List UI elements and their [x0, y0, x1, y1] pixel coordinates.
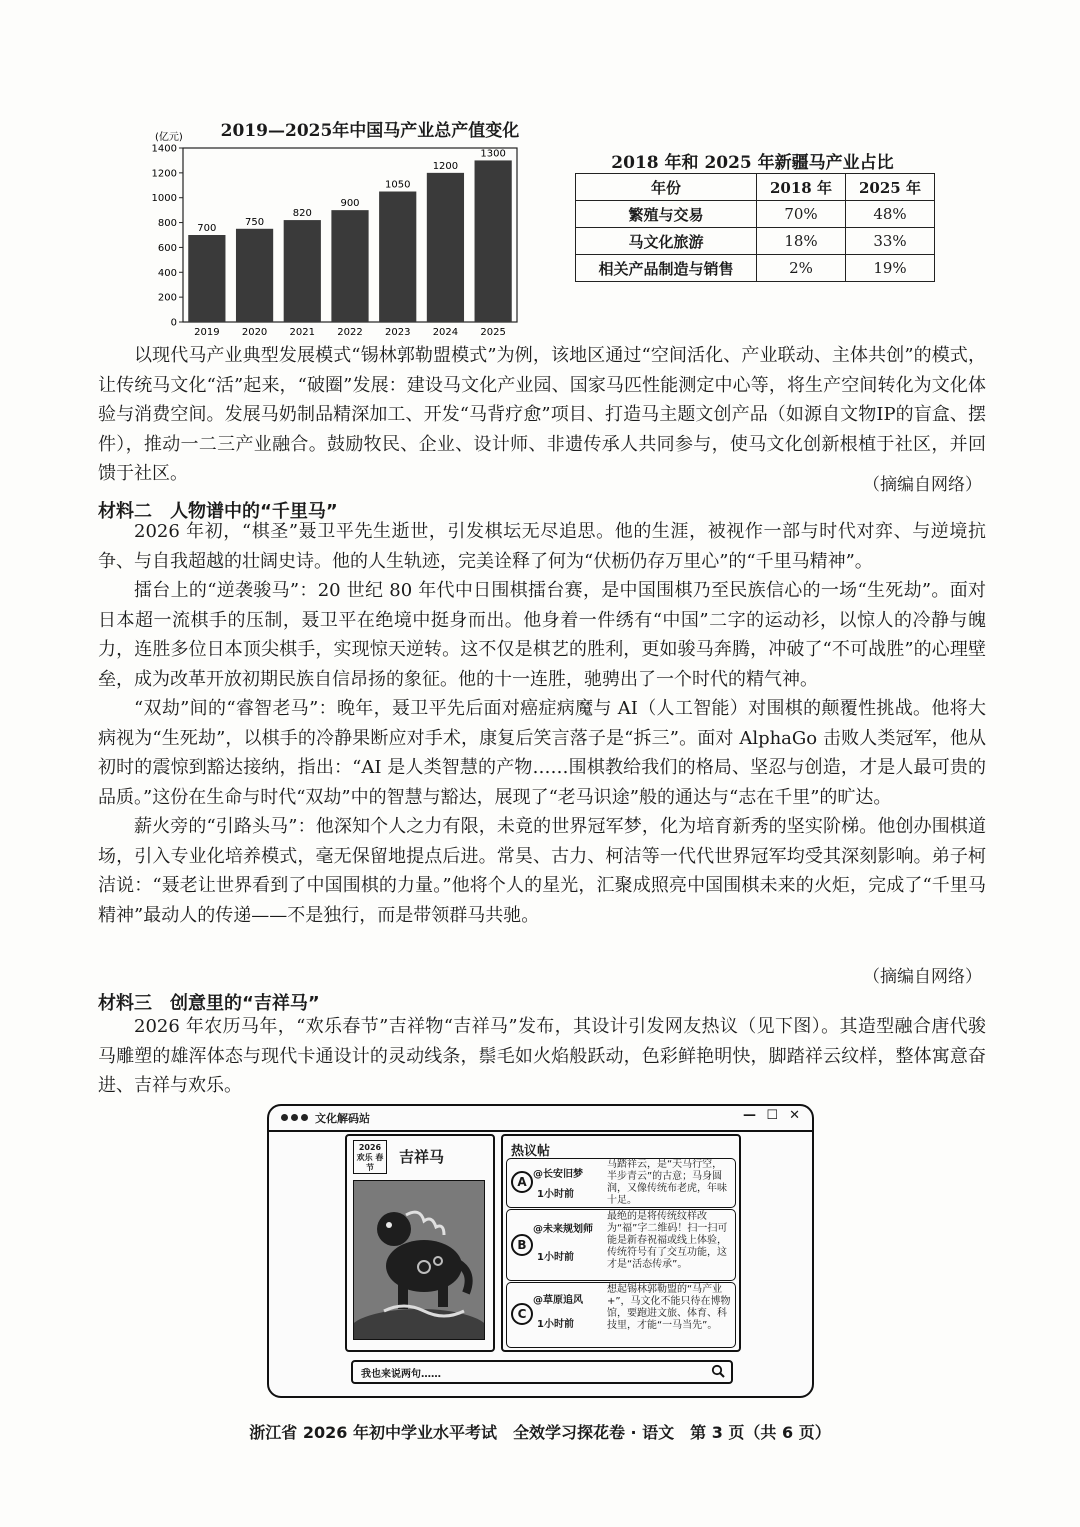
table-cell: 33% [846, 228, 935, 255]
chart-title: 2019—2025年中国马产业总产值变化 [220, 121, 520, 141]
bar-value-label: 1300 [480, 148, 506, 160]
comment-post [506, 1282, 736, 1348]
x-tick-label: 2025 [480, 327, 506, 338]
table-cell: 48% [846, 201, 935, 228]
y-tick-label: 0 [170, 317, 177, 329]
x-tick-label: 2023 [384, 327, 411, 338]
table-cell: 18% [757, 228, 846, 255]
comment-time: 1小时前 [537, 1252, 574, 1263]
bar [236, 229, 273, 322]
comment-post [506, 1209, 736, 1281]
table-cell: 马文化旅游 [576, 228, 757, 255]
bar [379, 192, 416, 323]
table-cell: 70% [757, 201, 846, 228]
paragraph: “双劫”间的“睿智老马”：晚年，聂卫平先后面对癌症病魔与 AI（人工智能）对围棋的颠覆性挑战。他将大病视为“生死劫”，以棋手的冷静果断应对手术，康复后笑言落子是“拆三”。面对 AlphaGo 击败人类冠军，他从初时的震惊到豁达接纳，指出：“AI 是人类智慧的产物……围棋教给我们的格局、坚忍与创造，才是人最可贵的品质。”这份在生命与时代“双劫”中的智慧与豁达，展现了“老马识途”般的通达与“志在千里”的旷达。 [98, 698, 986, 808]
x-tick-label: 2019 [194, 327, 220, 338]
material3-heading: 材料三 创意里的“吉祥马” [98, 993, 320, 1014]
window-dot [281, 1114, 288, 1121]
material2-body [98, 517, 986, 930]
bar-value-label: 750 [245, 216, 265, 228]
option-a-icon: A [511, 1171, 533, 1193]
close-icon[interactable]: ✕ [789, 1108, 800, 1123]
comment-text: 马踏祥云，是“天马行空，半步青云”的古意；马身圆润，又像传统布老虎，年味十足。 [607, 1159, 727, 1206]
material1-body [98, 341, 986, 489]
mascot-name: 吉祥马 [399, 1148, 445, 1166]
window-titlebar [269, 1106, 812, 1132]
maximize-icon[interactable]: ☐ [766, 1108, 778, 1123]
material3-body [98, 1012, 986, 1101]
bar-value-label: 820 [292, 208, 312, 220]
discussion-panel [501, 1134, 741, 1352]
mascot-panel [345, 1134, 495, 1352]
table-cell: 相关产品制造与销售 [576, 255, 757, 282]
comment-user: @草原追风 [533, 1295, 583, 1306]
minimize-icon[interactable]: — [743, 1108, 756, 1123]
table-cell: 2% [757, 255, 846, 282]
option-b-icon: B [511, 1234, 533, 1256]
bar [331, 210, 368, 322]
y-unit-label: (亿元) [155, 132, 183, 143]
y-tick-label: 400 [157, 267, 177, 279]
table-row [576, 228, 935, 255]
comment-text: 最绝的是将传统纹样改为“福”字二维码！扫一扫可能是新春祝福或线上体验，传统符号有了交互功能，这才是“活态传承”。 [607, 1211, 728, 1270]
table-cell: 19% [846, 255, 935, 282]
comment-user: @未来规划师 [533, 1224, 593, 1235]
material2-heading: 材料二 人物谱中的“千里马” [98, 501, 338, 522]
table-row [576, 201, 935, 228]
x-tick-label: 2022 [337, 327, 363, 338]
hot-topic-title: 热议帖 [511, 1144, 551, 1159]
page-footer: 浙江省 2026 年初中学业水平考试 全效学习探花卷 · 语文 第 3 页（共 6 页） [249, 1423, 831, 1442]
spring-festival-badge: 2026 欢乐 春节 [353, 1140, 387, 1174]
paragraph: 2026 年农历马年，“欢乐春节”吉祥物“吉祥马”发布，其设计引发网友热议（见下图）。其造型融合唐代骏马雕塑的雄浑体态与现代卡通设计的灵动线条，鬃毛如火焰般跃动，色彩鲜艳明快，脚踏祥云纹样，整体寓意奋进、吉祥与欢乐。 [98, 1016, 986, 1096]
bar-value-label: 700 [197, 223, 217, 234]
source-note: （摘编自网络） [863, 475, 982, 495]
table-row [576, 255, 935, 282]
y-tick-label: 1200 [151, 168, 177, 180]
paragraph: 擂台上的“逆袭骏马”：20 世纪 80 年代中日围棋擂台赛，是中国围棋乃至民族信心的一场“生死劫”。面对日本超一流棋手的压制，聂卫平在绝境中挺身而出。他身着一件绣有“中国”二字的运动衫，以惊人的冷静与魄力，连胜多位日本顶尖棋手，实现惊天逆转。这不仅是棋艺的胜利，更如骏马奔腾，冲破了“不可战胜”的心理壁垒，成为改革开放初期民族自信昂扬的象征。他的十一连胜，驰骋出了一个时代的精气神。 [98, 580, 986, 690]
bar-value-label: 1050 [384, 179, 411, 191]
paragraph: 2026 年初，“棋圣”聂卫平先生逝世，引发棋坛无尽追思。他的生涯，被视作一部与时代对弈、与逆境抗争、与自我超越的壮阔史诗。他的人生轨迹，完美诠释了何为“伏枥仍存万里心”的“千里马精神”。 [98, 521, 986, 572]
comment-user: @长安旧梦 [533, 1169, 583, 1180]
app-window [267, 1104, 814, 1398]
y-tick-label: 600 [157, 242, 177, 254]
y-tick-label: 200 [157, 292, 177, 304]
comment-input[interactable] [351, 1360, 733, 1384]
bar [427, 173, 464, 322]
table-title: 2018 年和 2025 年新疆马产业占比 [611, 153, 894, 173]
table-header-cell: 2025 年 [846, 174, 935, 201]
paragraph: 薪火旁的“引路头马”：他深知个人之力有限，未竟的世界冠军梦，化为培育新秀的坚实阶梯。他创办围棋道场，引入专业化培养模式，毫无保留地提点后进。常昊、古力、柯洁等一代代世界冠军均受其深刻影响。弟子柯洁说：“聂老让世界看到了中国围棋的力量。”他将个人的星光，汇聚成照亮中国围棋未来的火炬，完成了“千里马精神”最动人的传递——不是独行，而是带领群马共驰。 [98, 816, 986, 926]
table-cell: 繁殖与交易 [576, 201, 757, 228]
window-title: 文化解码站 [315, 1112, 370, 1125]
comment-text: 想起锡林郭勒盟的“马产业+”，马文化不能只待在博物馆，要跑进文旅、体育、科技里，才能“一马当先”。 [607, 1284, 731, 1331]
mascot-photo [353, 1180, 485, 1340]
window-dot [291, 1114, 298, 1121]
x-tick-label: 2020 [241, 327, 268, 338]
bar [188, 235, 225, 322]
comment-post [506, 1158, 736, 1208]
table-header-cell: 2018 年 [757, 174, 846, 201]
bar-value-label: 1200 [432, 160, 459, 172]
y-tick-label: 1000 [151, 193, 177, 205]
table-header-cell: 年份 [576, 174, 757, 201]
share-table [575, 173, 935, 282]
comment-time: 1小时前 [537, 1319, 574, 1330]
bar [475, 160, 512, 322]
search-icon[interactable] [711, 1364, 725, 1378]
comment-time: 1小时前 [537, 1189, 574, 1200]
window-dot [301, 1114, 308, 1121]
paragraph: 以现代马产业典型发展模式“锡林郭勒盟模式”为例，该地区通过“空间活化、产业联动、主体共创”的模式，让传统马文化“活”起来，“破圈”发展：建设马文化产业园、国家马匹性能测定中心等，将生产空间转化为文化体验与消费空间。发展马奶制品精深加工、开发“马背疗愈”项目、打造马主题文创产品（如源自文物IP的盲盒、摆件），推动一二三产业融合。鼓励牧民、企业、设计师、非遗传承人共同参与，使马文化创新根植于社区，并回馈于社区。 [98, 345, 986, 484]
bar-chart [145, 130, 525, 340]
comment-input-placeholder: 我也来说两句…… [361, 1369, 441, 1380]
source-note: （摘编自网络） [863, 967, 982, 987]
y-tick-label: 1400 [151, 143, 177, 155]
y-tick-label: 800 [157, 218, 177, 230]
option-c-icon: C [511, 1303, 533, 1325]
bar [284, 220, 321, 322]
table-header-row [576, 174, 935, 201]
x-tick-label: 2024 [432, 327, 459, 338]
x-tick-label: 2021 [289, 327, 316, 338]
bar-value-label: 900 [340, 198, 360, 210]
